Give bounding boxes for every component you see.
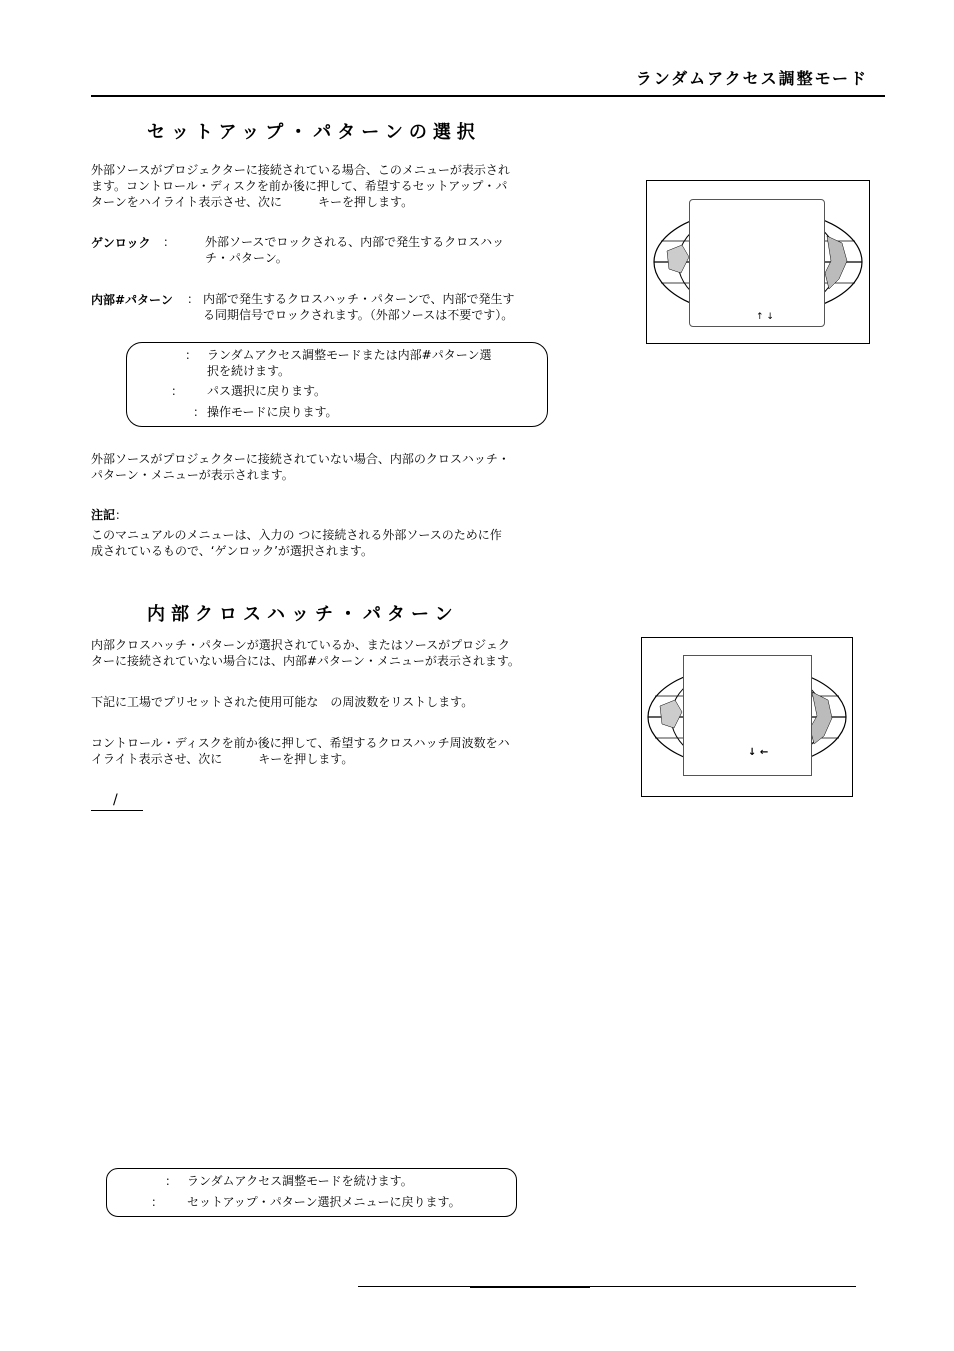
section-heading-internal-crosshatch: 内部クロスハッチ・パターン bbox=[147, 604, 459, 625]
running-header-title: ランダムアクセス調整モード bbox=[635, 69, 868, 88]
text-line: 外部ソースがプロジェクターに接続されている場合、このメニューが表示され bbox=[91, 163, 510, 177]
text-line: 内部で発生するクロスハッチ・パターンで、内部で発生す bbox=[203, 292, 515, 306]
footer-rule bbox=[358, 1286, 856, 1287]
note-label-row bbox=[91, 507, 127, 523]
figure-crosshatch-menu bbox=[641, 637, 853, 797]
intro-paragraph bbox=[91, 162, 510, 210]
crosshatch-paragraph-1 bbox=[91, 637, 520, 669]
key-action-continue bbox=[207, 347, 492, 379]
key-colon: ： bbox=[185, 348, 198, 362]
menu-screen bbox=[689, 199, 825, 327]
internal-pattern-description bbox=[203, 291, 515, 323]
text-line: ターンをハイライト表示させ、次に キーを押します。 bbox=[91, 195, 414, 209]
table-header-fragment bbox=[91, 794, 143, 811]
note-label: 注記 bbox=[91, 508, 116, 522]
key-colon: ： bbox=[165, 1174, 178, 1188]
text-line: 内部クロスハッチ・パターンが選択されているか、またはソースがプロジェク bbox=[91, 638, 510, 652]
text-line: 外部ソースでロックされる、内部で発生するクロスハッ bbox=[205, 235, 505, 249]
text-line: ます。コントロール・ディスクを前か後に押して、希望するセットアップ・パ bbox=[91, 179, 508, 193]
key-actions-box bbox=[126, 342, 548, 427]
key-colon: ： bbox=[193, 405, 206, 419]
crosshatch-paragraph-3 bbox=[91, 735, 510, 767]
term-genlock: ゲンロック bbox=[91, 236, 151, 250]
term-internal-pattern: 内部#パターン bbox=[91, 293, 173, 307]
key-action-back-to-setup: セットアップ・パターン選択メニューに戻ります。 bbox=[187, 1195, 461, 1209]
arrow-indicators: ↑ ↓ bbox=[756, 312, 774, 322]
menu-screen bbox=[683, 655, 812, 776]
note-paragraph bbox=[91, 527, 502, 559]
no-source-paragraph bbox=[91, 451, 510, 483]
figure-setup-pattern-menu bbox=[646, 180, 870, 344]
section-heading-setup-pattern: セットアップ・パターンの選択 bbox=[147, 122, 481, 143]
text-line: ランダムアクセス調整モードまたは内部#パターン選 bbox=[207, 348, 492, 362]
crosshatch-paragraph-2: 下記に工場でプリセットされた使用可能な の周波数をリストします。 bbox=[91, 695, 474, 709]
term-colon: ： bbox=[187, 292, 200, 306]
genlock-description bbox=[205, 234, 504, 266]
footer-rule-accent bbox=[470, 1286, 590, 1288]
term-colon: ： bbox=[163, 235, 176, 249]
key-action-continue-random-access: ランダムアクセス調整モードを続けます。 bbox=[187, 1174, 413, 1188]
text-line: コントロール・ディスクを前か後に押して、希望するクロスハッチ周波数をハ bbox=[91, 736, 510, 750]
text-line: イライト表示させ、次に キーを押します。 bbox=[91, 752, 354, 766]
text-line: チ・パターン。 bbox=[205, 251, 288, 265]
text-line: 成されているもので、‘ゲンロック’が選択されます。 bbox=[91, 544, 373, 558]
text-line: 外部ソースがプロジェクターに接続されていない場合、内部のクロスハッチ・ bbox=[91, 452, 510, 466]
key-colon: ： bbox=[151, 1195, 164, 1209]
note-colon: ： bbox=[115, 508, 128, 522]
text-line: このマニュアルのメニューは、入力の つに接続される外部ソースのために作 bbox=[91, 528, 502, 542]
header-rule bbox=[91, 95, 885, 97]
text-line: 択を続けます。 bbox=[207, 364, 291, 378]
bottom-key-actions-box bbox=[106, 1168, 517, 1217]
key-colon: ： bbox=[171, 384, 184, 398]
arrow-indicators: ↓ ← bbox=[748, 747, 769, 758]
slash-glyph: / bbox=[113, 792, 118, 808]
text-line: パターン・メニューが表示されます。 bbox=[91, 468, 294, 482]
key-action-operation-mode: 操作モードに戻ります。 bbox=[207, 405, 338, 419]
text-line: ターに接続されていない場合には、内部#パターン・メニューが表示されます。 bbox=[91, 654, 520, 668]
text-line: る同期信号でロックされます。（外部ソースは不要です）。 bbox=[203, 308, 514, 322]
key-action-path-select: パス選択に戻ります。 bbox=[207, 384, 327, 398]
